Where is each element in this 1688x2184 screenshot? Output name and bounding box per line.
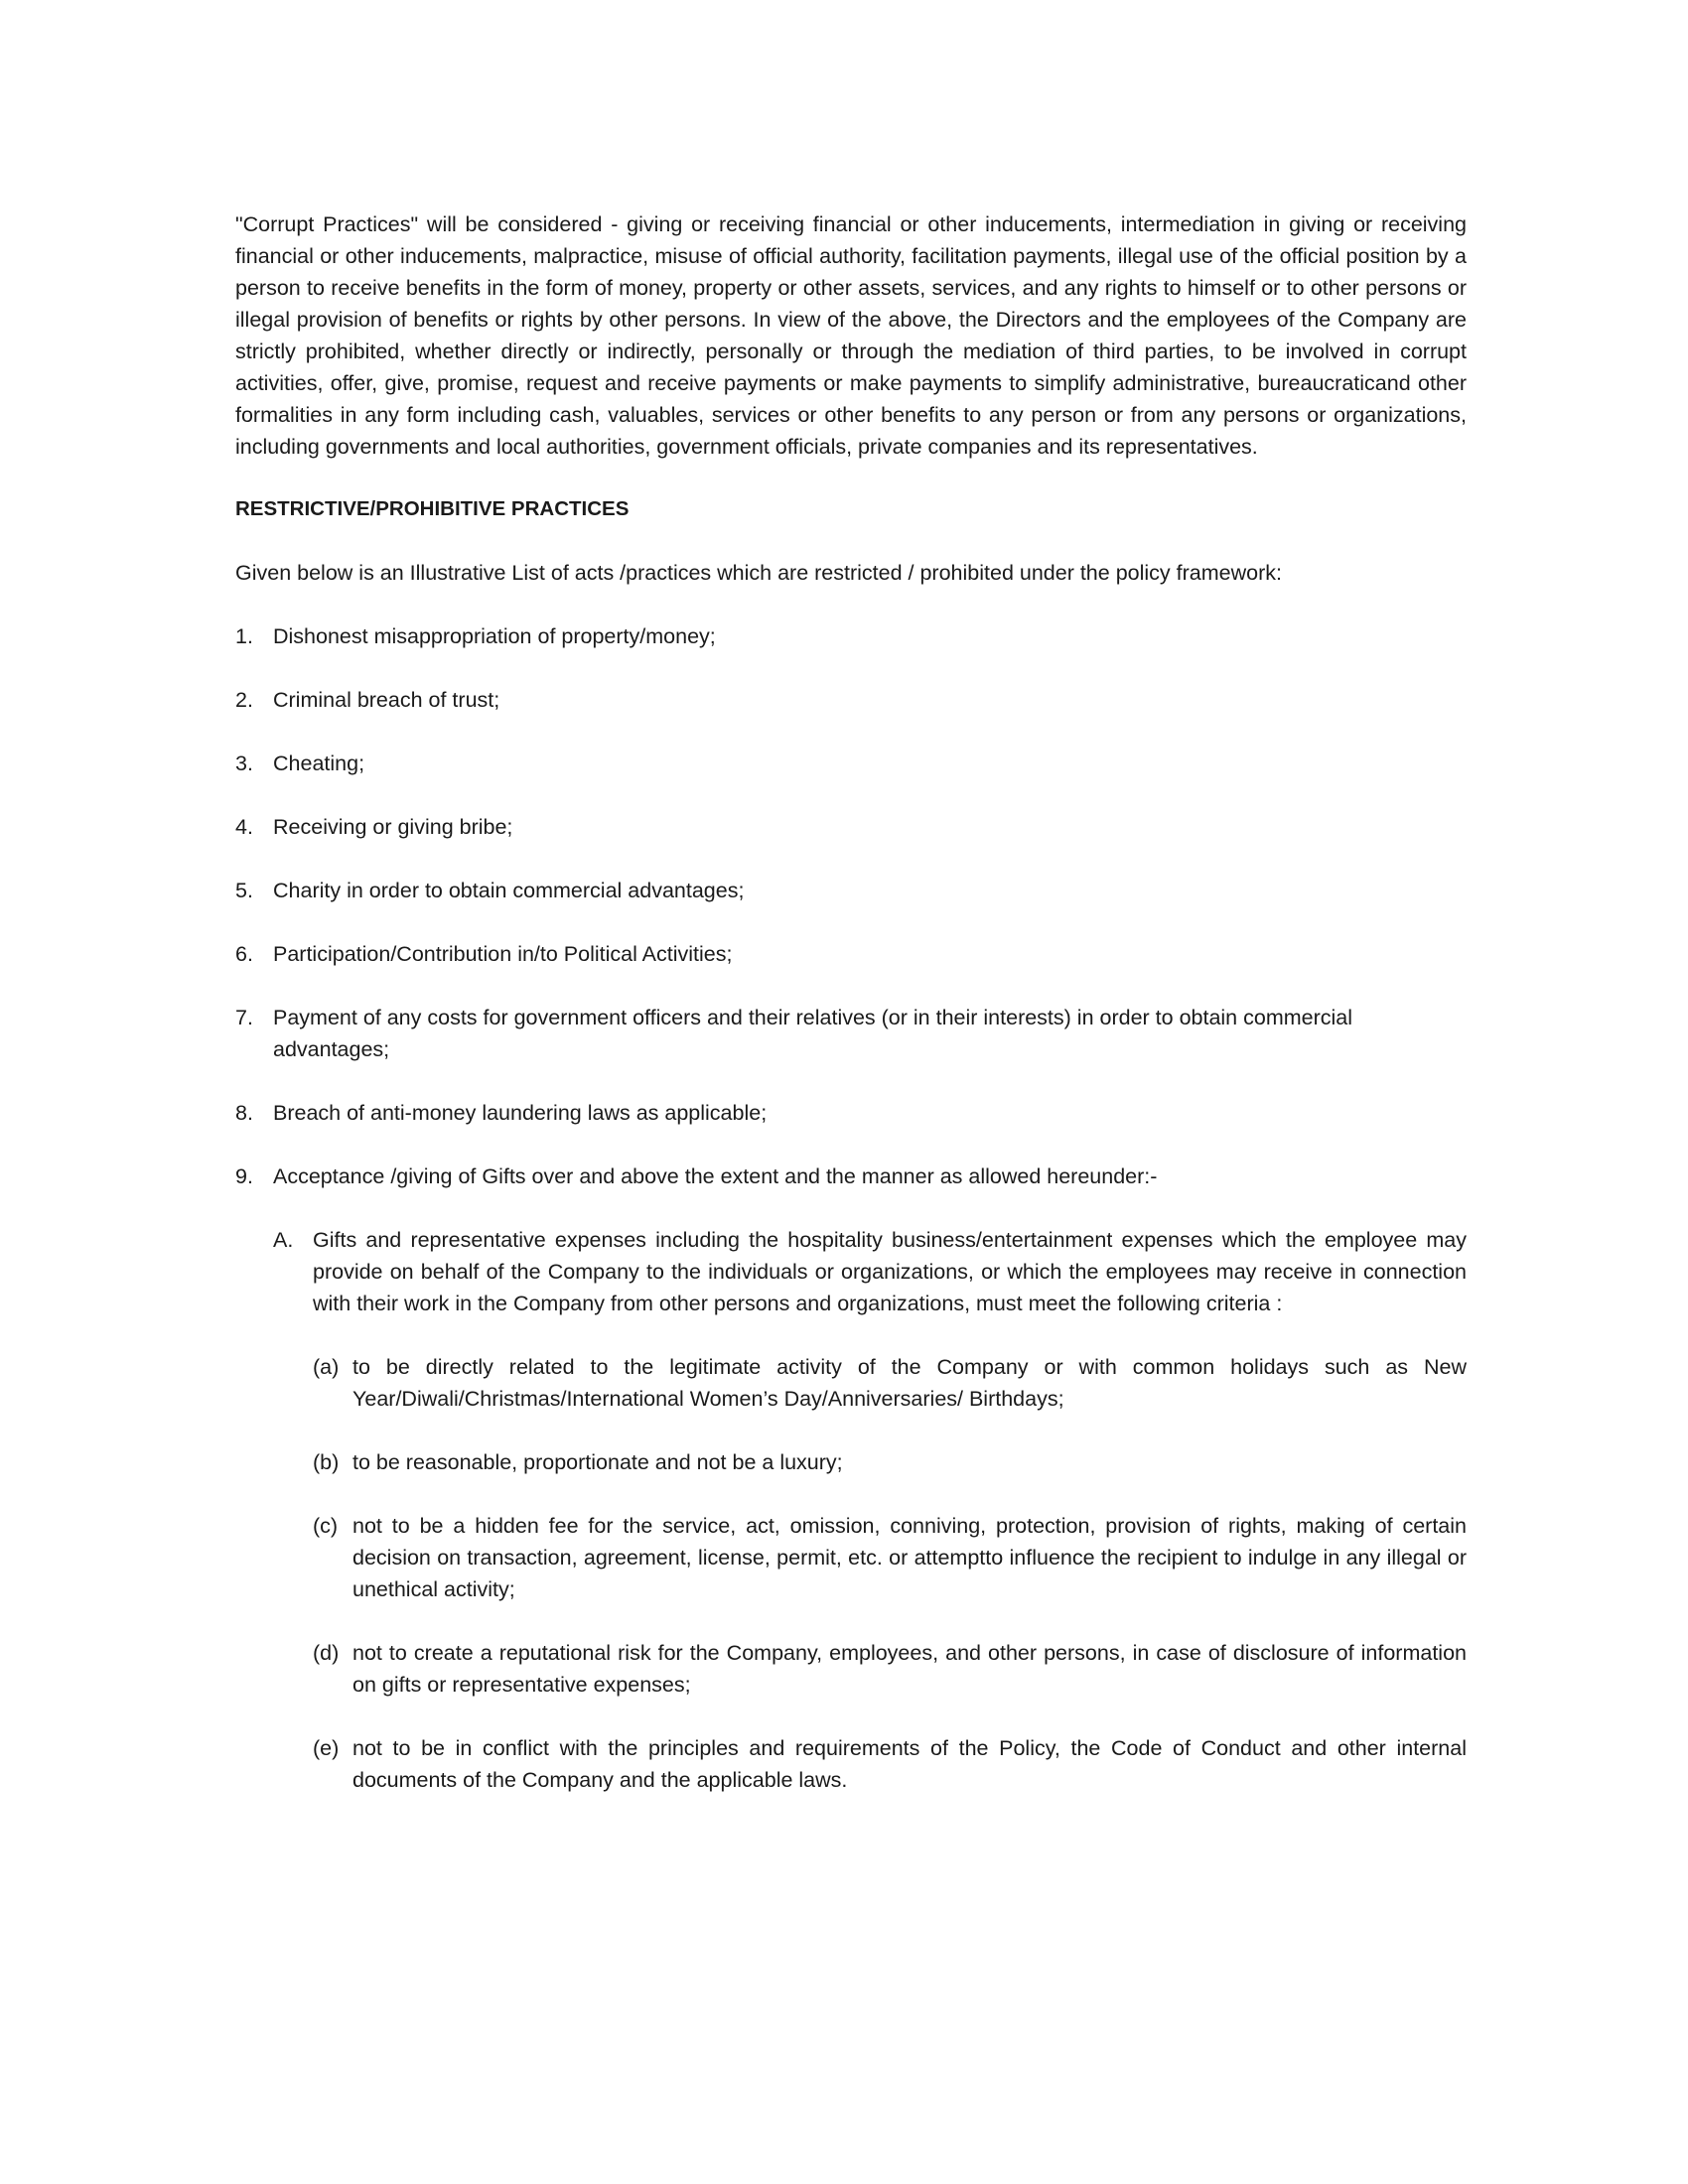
list-item: [235, 684, 1467, 716]
list-item: [235, 748, 1467, 779]
list-marker: 8.: [235, 1101, 253, 1125]
criteria-marker: (b): [313, 1450, 340, 1474]
list-item: [235, 875, 1467, 906]
list-item: [235, 1002, 1467, 1065]
subsection-text: Gifts and representative expenses including the hospitality business/entertainment expenses which the employee may provide on behalf of the Company to the individuals or organizations, or which the employees may receive in connection with their work in the Company from other persons and organizations, must meet the following criteria :: [313, 1228, 1467, 1315]
list-marker: 5.: [235, 879, 253, 902]
criteria-text: not to create a reputational risk for the Company, employees, and other persons, in case of disclosure of information on gifts or representative expenses;: [352, 1641, 1467, 1697]
list-item: [235, 811, 1467, 843]
criteria-text: to be reasonable, proportionate and not be a luxury;: [352, 1450, 843, 1474]
list-item-text: Breach of anti-money laundering laws as applicable;: [273, 1101, 768, 1125]
section-heading: RESTRICTIVE/PROHIBITIVE PRACTICES: [235, 497, 630, 520]
list-item-text: Charity in order to obtain commercial advantages;: [273, 879, 745, 902]
subsection-marker: A.: [273, 1228, 294, 1252]
list-marker: 9.: [235, 1164, 253, 1188]
criteria-marker: (c): [313, 1514, 339, 1538]
list-marker: 6.: [235, 942, 253, 966]
criteria-text: to be directly related to the legitimate activity of the Company or with common holidays such as New Year/Diwali/Christmas/International Women’s Day/Anniversaries/ Birthdays;: [352, 1355, 1467, 1411]
gift-criteria-list: [235, 1351, 1467, 1796]
list-marker: 7.: [235, 1006, 253, 1029]
criteria-marker: (d): [313, 1641, 340, 1665]
criteria-text: not to be in conflict with the principles and requirements of the Policy, the Code of Conduct and other internal documents of the Company and the applicable laws.: [352, 1736, 1467, 1792]
list-item-text: Acceptance /giving of Gifts over and above the extent and the manner as allowed hereunder:-: [273, 1164, 1158, 1188]
lead-paragraph: Given below is an Illustrative List of acts /practices which are restricted / prohibited under the policy framework:: [235, 561, 1282, 585]
gifts-subsection: [273, 1224, 1467, 1319]
list-item: [235, 1097, 1467, 1129]
list-item-text: Payment of any costs for government officers and their relatives (or in their interests) in order to obtain commercial advantages;: [273, 1006, 1353, 1061]
list-marker: 3.: [235, 751, 253, 775]
criteria-item: [313, 1732, 1467, 1796]
criteria-marker: (e): [313, 1736, 340, 1760]
list-item-text: Participation/Contribution in/to Political Activities;: [273, 942, 733, 966]
list-marker: 1.: [235, 624, 253, 648]
list-item-text: Criminal breach of trust;: [273, 688, 500, 712]
list-item: [235, 1160, 1467, 1192]
document-page: [235, 208, 1467, 1796]
criteria-text: not to be a hidden fee for the service, act, omission, conniving, protection, provision of rights, making of certain decision on transaction, agreement, license, permit, etc. or attemptto influence the recipient to indulge in any illegal or unethical activity;: [352, 1514, 1467, 1601]
corrupt-practices-paragraph: "Corrupt Practices" will be considered - giving or receiving financial or other inducements, intermediation in giving or receiving financial or other inducements, malpractice, misuse of official authority, facilitation payments, illegal use of the official position by a person to receive benefits in the form of money, property or other assets, services, and any rights to himself or to other persons or illegal provision of benefits or rights by other persons. In view of the above, the Directors and the employees of the Company are strictly prohibited, whether directly or indirectly, personally or through the mediation of third parties, to be involved in corrupt activities, offer, give, promise, request and receive payments or make payments to simplify administrative, bureaucraticand other formalities in any form including cash, valuables, services or other benefits to any person or from any persons or organizations, including governments and local authorities, government officials, private companies and its representatives.: [235, 212, 1467, 459]
list-item: [235, 938, 1467, 970]
list-marker: 2.: [235, 688, 253, 712]
criteria-item: [313, 1637, 1467, 1701]
list-marker: 4.: [235, 815, 253, 839]
list-item: [235, 620, 1467, 652]
list-item-text: Cheating;: [273, 751, 365, 775]
criteria-marker: (a): [313, 1355, 340, 1379]
list-item-text: Receiving or giving bribe;: [273, 815, 513, 839]
list-item-text: Dishonest misappropriation of property/money;: [273, 624, 716, 648]
criteria-item: [313, 1351, 1467, 1415]
prohibited-practices-list: [235, 620, 1467, 1192]
criteria-item: [313, 1446, 1467, 1478]
criteria-item: [313, 1510, 1467, 1605]
